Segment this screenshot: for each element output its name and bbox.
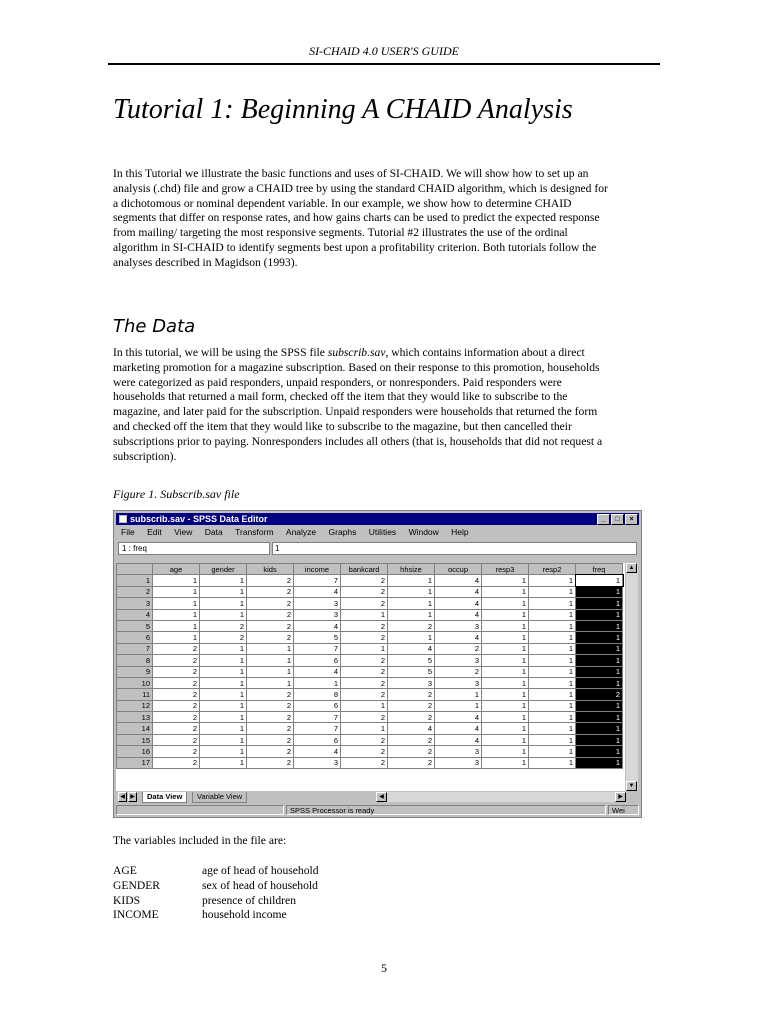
data-cell[interactable]: 2 <box>247 632 294 643</box>
data-cell[interactable]: 1 <box>200 677 247 688</box>
row-header[interactable]: 2 <box>117 586 153 597</box>
data-cell[interactable]: 1 <box>576 632 623 643</box>
data-cell[interactable]: 2 <box>200 620 247 631</box>
table-row <box>117 700 623 711</box>
data-cell[interactable]: 1 <box>482 700 529 711</box>
data-cell[interactable]: 2 <box>153 734 200 745</box>
data-cell[interactable]: 1 <box>576 677 623 688</box>
data-cell[interactable]: 1 <box>153 609 200 620</box>
variable-row <box>113 879 319 894</box>
data-cell[interactable]: 2 <box>388 757 435 768</box>
column-header[interactable]: gender <box>200 564 247 575</box>
data-cell[interactable]: 2 <box>388 734 435 745</box>
data-cell[interactable]: 1 <box>153 632 200 643</box>
data-cell[interactable]: 3 <box>294 757 341 768</box>
data-cell[interactable]: 2 <box>247 620 294 631</box>
data-cell[interactable]: 1 <box>482 575 529 586</box>
data-cell[interactable]: 4 <box>435 609 482 620</box>
data-cell[interactable]: 1 <box>200 586 247 597</box>
menu-transform[interactable]: Transform <box>235 527 274 537</box>
data-grid[interactable] <box>116 563 625 791</box>
data-cell[interactable]: 1 <box>576 746 623 757</box>
data-line: magazine, and later paid for the subscription. Unpaid responders were households that returned the form <box>113 405 598 419</box>
file-name: subscrib.sav <box>327 346 386 359</box>
menu-utilities[interactable]: Utilities <box>368 527 397 537</box>
row-header[interactable]: 9 <box>117 666 153 677</box>
data-cell[interactable]: 1 <box>576 586 623 597</box>
data-cell[interactable]: 1 <box>435 700 482 711</box>
data-cell[interactable]: 1 <box>388 586 435 597</box>
data-cell[interactable]: 1 <box>576 757 623 768</box>
data-cell[interactable]: 1 <box>153 586 200 597</box>
data-cell[interactable]: 1 <box>341 643 388 654</box>
column-header[interactable]: resp3 <box>482 564 529 575</box>
data-cell[interactable]: 2 <box>341 586 388 597</box>
data-cell[interactable]: 2 <box>388 712 435 723</box>
data-cell[interactable]: 1 <box>200 723 247 734</box>
column-header[interactable]: bankcard <box>341 564 388 575</box>
data-cell[interactable]: 1 <box>200 666 247 677</box>
scroll-down-arrow-icon[interactable]: ▼ <box>626 781 637 791</box>
data-cell[interactable]: 1 <box>576 655 623 666</box>
data-cell[interactable]: 1 <box>482 734 529 745</box>
data-cell[interactable]: 1 <box>576 643 623 654</box>
data-cell[interactable]: 1 <box>482 586 529 597</box>
row-header[interactable]: 14 <box>117 723 153 734</box>
data-cell[interactable]: 1 <box>576 700 623 711</box>
row-header[interactable]: 17 <box>117 757 153 768</box>
data-cell[interactable]: 2 <box>153 700 200 711</box>
data-cell[interactable]: 2 <box>247 723 294 734</box>
table-row <box>117 655 623 666</box>
tab-scroll-left-icon[interactable]: ◀ <box>118 792 127 802</box>
table-row <box>117 757 623 768</box>
menu-help[interactable]: Help <box>451 527 469 537</box>
data-cell[interactable]: 3 <box>435 655 482 666</box>
variable-desc: household income <box>202 908 287 922</box>
data-cell[interactable]: 1 <box>576 609 623 620</box>
intro-line: segments that differ on response rates, and how gains charts can be used to predict the expected response <box>113 211 600 225</box>
spss-window <box>113 510 642 818</box>
data-cell[interactable]: 1 <box>529 712 576 723</box>
data-cell[interactable]: 2 <box>153 746 200 757</box>
scroll-up-arrow-icon[interactable]: ▲ <box>626 563 637 573</box>
data-cell[interactable]: 3 <box>388 677 435 688</box>
tab-variable-view[interactable]: Variable View <box>192 792 247 803</box>
spss-app-icon <box>119 515 127 523</box>
column-header[interactable]: age <box>153 564 200 575</box>
data-cell[interactable]: 1 <box>247 666 294 677</box>
data-cell[interactable]: 2 <box>247 746 294 757</box>
data-cell[interactable]: 2 <box>153 723 200 734</box>
data-cell[interactable]: 2 <box>247 609 294 620</box>
data-cell[interactable]: 4 <box>388 723 435 734</box>
data-cell[interactable]: 3 <box>435 620 482 631</box>
data-cell[interactable]: 1 <box>576 712 623 723</box>
data-cell[interactable]: 1 <box>482 757 529 768</box>
data-cell[interactable]: 1 <box>388 632 435 643</box>
data-cell[interactable]: 8 <box>294 689 341 700</box>
data-cell[interactable]: 1 <box>576 723 623 734</box>
data-cell[interactable]: 2 <box>341 734 388 745</box>
cell-value-field[interactable]: 1 <box>272 542 637 555</box>
data-cell[interactable]: 1 <box>482 632 529 643</box>
data-cell[interactable]: 1 <box>529 620 576 631</box>
data-line: and checked off the item that they would like to subscribe to the magazine, but then cancelled their <box>113 419 572 433</box>
data-cell[interactable]: 6 <box>294 700 341 711</box>
status-bar <box>116 805 639 816</box>
data-cell[interactable]: 1 <box>482 609 529 620</box>
data-cell[interactable]: 2 <box>388 746 435 757</box>
minimize-button[interactable]: _ <box>597 514 610 525</box>
table-row <box>117 643 623 654</box>
data-cell[interactable]: 2 <box>341 677 388 688</box>
table-row <box>117 666 623 677</box>
menu-analyze[interactable]: Analyze <box>285 527 317 537</box>
intro-paragraph <box>113 167 653 271</box>
data-line: subscription). <box>113 449 177 463</box>
data-cell[interactable]: 1 <box>200 655 247 666</box>
data-cell[interactable]: 1 <box>200 746 247 757</box>
variable-list <box>113 864 319 923</box>
tab-data-view[interactable]: Data View <box>142 792 187 803</box>
data-cell[interactable]: 1 <box>576 666 623 677</box>
status-text: SPSS Processor is ready <box>286 805 606 815</box>
menu-bar <box>116 526 639 538</box>
data-cell[interactable]: 2 <box>247 586 294 597</box>
row-header[interactable]: 7 <box>117 643 153 654</box>
data-cell[interactable]: 3 <box>435 677 482 688</box>
data-cell[interactable]: 1 <box>200 643 247 654</box>
data-cell[interactable]: 1 <box>529 677 576 688</box>
table-row <box>117 632 623 643</box>
row-header[interactable]: 5 <box>117 620 153 631</box>
data-cell[interactable]: 1 <box>294 677 341 688</box>
data-cell[interactable]: 2 <box>341 655 388 666</box>
data-cell[interactable]: 4 <box>435 734 482 745</box>
variable-name: AGE <box>113 864 137 877</box>
data-cell[interactable]: 3 <box>294 598 341 609</box>
row-header[interactable]: 3 <box>117 598 153 609</box>
data-cell[interactable]: 2 <box>435 666 482 677</box>
data-cell[interactable]: 2 <box>341 632 388 643</box>
intro-line: algorithm in SI-CHAID to identify segments best upon a profitability criterion. Both tutorials follow the <box>113 240 597 254</box>
data-cell[interactable]: 4 <box>435 586 482 597</box>
menu-edit[interactable]: Edit <box>147 527 162 537</box>
row-header[interactable]: 15 <box>117 734 153 745</box>
table-row <box>117 598 623 609</box>
column-header[interactable]: resp2 <box>529 564 576 575</box>
data-cell[interactable]: 2 <box>200 632 247 643</box>
row-header[interactable]: 8 <box>117 655 153 666</box>
row-header[interactable]: 16 <box>117 746 153 757</box>
data-cell[interactable]: 1 <box>482 677 529 688</box>
data-cell[interactable]: 4 <box>435 575 482 586</box>
variables-intro: The variables included in the file are: <box>113 834 287 847</box>
data-cell[interactable]: 1 <box>529 609 576 620</box>
menu-window[interactable]: Window <box>408 527 439 537</box>
data-cell[interactable]: 1 <box>529 575 576 586</box>
data-cell[interactable]: 1 <box>482 746 529 757</box>
data-cell[interactable]: 4 <box>294 620 341 631</box>
data-cell[interactable]: 5 <box>294 632 341 643</box>
row-header[interactable]: 12 <box>117 700 153 711</box>
page-title: Tutorial 1: Beginning A CHAID Analysis <box>113 94 573 125</box>
data-cell[interactable]: 1 <box>529 723 576 734</box>
header-rule <box>108 63 660 65</box>
data-line: marketing promotion for a magazine subscription. Based on their response to this promotion, households <box>113 360 600 374</box>
data-paragraph <box>113 346 653 464</box>
data-cell[interactable]: 1 <box>529 757 576 768</box>
data-cell[interactable]: 6 <box>294 655 341 666</box>
table-row <box>117 712 623 723</box>
variable-name: GENDER <box>113 878 161 892</box>
data-cell[interactable]: 1 <box>482 666 529 677</box>
data-cell[interactable]: 7 <box>294 723 341 734</box>
data-cell[interactable]: 1 <box>200 700 247 711</box>
column-header[interactable]: occup <box>435 564 482 575</box>
column-header[interactable]: freq <box>576 564 623 575</box>
data-cell[interactable]: 2 <box>435 643 482 654</box>
row-header[interactable]: 10 <box>117 677 153 688</box>
data-cell[interactable]: 2 <box>247 598 294 609</box>
data-cell[interactable]: 1 <box>341 723 388 734</box>
data-cell[interactable]: 1 <box>482 723 529 734</box>
data-cell[interactable]: 1 <box>153 620 200 631</box>
data-cell[interactable]: 2 <box>247 757 294 768</box>
column-header-row <box>117 564 623 575</box>
data-cell[interactable]: 4 <box>435 723 482 734</box>
data-cell[interactable]: 2 <box>247 734 294 745</box>
table-row <box>117 677 623 688</box>
section-heading: The Data <box>113 316 196 337</box>
data-cell[interactable]: 1 <box>529 689 576 700</box>
data-cell[interactable]: 1 <box>576 734 623 745</box>
data-cell[interactable]: 1 <box>576 598 623 609</box>
data-cell[interactable]: 2 <box>576 689 623 700</box>
intro-line: analyses described in Magidson (1993). <box>113 255 298 269</box>
data-cell[interactable]: 1 <box>388 598 435 609</box>
data-cell[interactable]: 1 <box>247 643 294 654</box>
variable-desc: sex of head of household <box>202 878 318 892</box>
data-cell[interactable]: 1 <box>200 575 247 586</box>
data-cell[interactable]: 3 <box>294 609 341 620</box>
data-cell[interactable]: 1 <box>153 598 200 609</box>
data-cell[interactable]: 1 <box>482 643 529 654</box>
window-title: subscrib.sav - SPSS Data Editor <box>130 514 268 524</box>
data-cell[interactable]: 2 <box>247 575 294 586</box>
data-cell[interactable]: 4 <box>435 632 482 643</box>
data-cell[interactable]: 1 <box>200 734 247 745</box>
column-header[interactable]: income <box>294 564 341 575</box>
data-cell[interactable]: 4 <box>294 746 341 757</box>
data-cell[interactable]: 1 <box>482 620 529 631</box>
data-cell[interactable]: 4 <box>435 598 482 609</box>
data-cell[interactable]: 4 <box>294 666 341 677</box>
data-cell[interactable]: 2 <box>153 643 200 654</box>
data-cell[interactable]: 1 <box>482 689 529 700</box>
table-row <box>117 575 623 586</box>
table-row <box>117 609 623 620</box>
data-cell[interactable]: 1 <box>529 643 576 654</box>
data-cell[interactable]: 2 <box>153 757 200 768</box>
variable-row <box>113 908 319 923</box>
menu-data[interactable]: Data <box>204 527 223 537</box>
window-titlebar[interactable] <box>116 513 639 525</box>
row-header[interactable]: 13 <box>117 712 153 723</box>
scroll-left-arrow-icon[interactable]: ◀ <box>376 792 387 802</box>
tab-scroll-right-icon[interactable]: ▶ <box>128 792 137 802</box>
table-row <box>117 586 623 597</box>
data-cell[interactable]: 7 <box>294 643 341 654</box>
data-cell[interactable]: 4 <box>388 643 435 654</box>
close-button[interactable]: × <box>625 514 638 525</box>
data-cell[interactable]: 3 <box>435 757 482 768</box>
status-weight: Wei <box>608 805 639 815</box>
row-header[interactable]: 11 <box>117 689 153 700</box>
variable-name: INCOME <box>113 908 159 922</box>
data-cell[interactable]: 1 <box>200 712 247 723</box>
corner-cell[interactable] <box>117 564 153 575</box>
data-cell[interactable]: 2 <box>153 666 200 677</box>
data-cell[interactable]: 7 <box>294 712 341 723</box>
vertical-scrollbar[interactable] <box>626 563 638 791</box>
intro-line: In this Tutorial we illustrate the basic functions and uses of SI-CHAID. We will show how to set up an <box>113 167 589 180</box>
cell-reference-field[interactable]: 1 : freq <box>118 542 270 555</box>
data-cell[interactable]: 1 <box>482 712 529 723</box>
data-line: households that returned a mail form, checked off the item that they would like to subscribe to the <box>113 390 568 404</box>
variable-name: KIDS <box>113 893 141 907</box>
data-cell[interactable]: 2 <box>153 689 200 700</box>
data-cell[interactable]: 1 <box>482 655 529 666</box>
data-cell[interactable]: 1 <box>247 677 294 688</box>
figure-caption: Figure 1. Subscrib.sav file <box>113 487 240 501</box>
data-cell[interactable]: 2 <box>341 666 388 677</box>
data-cell[interactable]: 1 <box>576 620 623 631</box>
data-cell[interactable]: 1 <box>529 746 576 757</box>
column-header[interactable]: hhsize <box>388 564 435 575</box>
data-cell[interactable]: 1 <box>247 655 294 666</box>
data-cell[interactable]: 2 <box>247 712 294 723</box>
cell-editor-bar <box>116 542 639 556</box>
data-cell[interactable]: 1 <box>529 586 576 597</box>
data-cell[interactable]: 1 <box>529 700 576 711</box>
data-cell[interactable]: 2 <box>341 620 388 631</box>
data-cell[interactable]: 1 <box>388 609 435 620</box>
data-cell[interactable]: 1 <box>341 700 388 711</box>
menu-file[interactable]: File <box>121 527 135 537</box>
data-cell[interactable]: 6 <box>294 734 341 745</box>
data-cell[interactable]: 1 <box>576 575 623 586</box>
data-cell[interactable]: 2 <box>341 746 388 757</box>
data-cell[interactable]: 1 <box>200 609 247 620</box>
page-number: 5 <box>381 961 387 975</box>
data-cell[interactable]: 1 <box>529 632 576 643</box>
data-cell[interactable]: 2 <box>341 575 388 586</box>
table-row <box>117 620 623 631</box>
data-cell[interactable]: 4 <box>294 586 341 597</box>
row-header[interactable]: 4 <box>117 609 153 620</box>
data-cell[interactable]: 1 <box>482 598 529 609</box>
data-cell[interactable]: 3 <box>435 746 482 757</box>
menu-view[interactable]: View <box>174 527 193 537</box>
status-pane-empty <box>116 805 284 815</box>
data-cell[interactable]: 7 <box>294 575 341 586</box>
intro-line: analysis (.chd) file and grow a CHAID tree by using the standard CHAID algorithm, which is designed for <box>113 181 608 195</box>
intro-line: a dichotomous or nominal dependent variable. In our example, we show how to determine CHAID <box>113 196 572 210</box>
data-cell[interactable]: 2 <box>247 689 294 700</box>
data-cell[interactable]: 1 <box>153 575 200 586</box>
data-cell[interactable]: 5 <box>388 666 435 677</box>
data-line: were categorized as paid responders, unpaid responders, or nonresponders. Paid responders were <box>113 375 562 389</box>
row-header[interactable]: 6 <box>117 632 153 643</box>
variable-row <box>113 894 319 909</box>
data-line: In this tutorial, we will be using the SPSS file subscrib.sav, which contains information about a direct <box>113 346 585 359</box>
variable-row <box>113 864 319 879</box>
data-cell[interactable]: 2 <box>153 655 200 666</box>
data-cell[interactable]: 1 <box>529 655 576 666</box>
horizontal-scrollbar[interactable] <box>376 792 626 802</box>
data-cell[interactable]: 2 <box>341 757 388 768</box>
data-table <box>116 563 623 769</box>
table-row <box>117 746 623 757</box>
data-cell[interactable]: 2 <box>153 677 200 688</box>
table-row <box>117 723 623 734</box>
column-header[interactable]: kids <box>247 564 294 575</box>
data-line: subscriptions prior to paying. Nonresponders includes all others (that is, households that did not request a <box>113 434 603 448</box>
data-cell[interactable]: 1 <box>435 689 482 700</box>
table-row <box>117 689 623 700</box>
data-cell[interactable]: 1 <box>529 666 576 677</box>
data-cell[interactable]: 4 <box>435 712 482 723</box>
data-cell[interactable]: 1 <box>529 734 576 745</box>
scroll-right-arrow-icon[interactable]: ▶ <box>615 792 626 802</box>
data-cell[interactable]: 2 <box>341 712 388 723</box>
data-cell[interactable]: 2 <box>388 700 435 711</box>
intro-line: from mailing/ targeting the most responsive segments. Tutorial #2 illustrates the use of the ordinal <box>113 226 568 240</box>
data-cell[interactable]: 2 <box>388 620 435 631</box>
data-cell[interactable]: 2 <box>388 689 435 700</box>
running-header: SI-CHAID 4.0 USER'S GUIDE <box>309 44 459 58</box>
data-cell[interactable]: 2 <box>341 689 388 700</box>
row-header[interactable]: 1 <box>117 575 153 586</box>
data-cell[interactable]: 1 <box>388 575 435 586</box>
data-cell[interactable]: 2 <box>153 712 200 723</box>
maximize-button[interactable]: □ <box>611 514 624 525</box>
variable-desc: age of head of household <box>202 864 319 877</box>
data-cell[interactable]: 1 <box>200 689 247 700</box>
data-cell[interactable]: 2 <box>341 598 388 609</box>
data-cell[interactable]: 5 <box>388 655 435 666</box>
data-cell[interactable]: 1 <box>529 598 576 609</box>
data-cell[interactable]: 1 <box>200 757 247 768</box>
data-cell[interactable]: 1 <box>341 609 388 620</box>
table-row <box>117 734 623 745</box>
menu-graphs[interactable]: Graphs <box>328 527 357 537</box>
data-cell[interactable]: 2 <box>247 700 294 711</box>
variable-desc: presence of children <box>202 893 296 907</box>
data-cell[interactable]: 1 <box>200 598 247 609</box>
